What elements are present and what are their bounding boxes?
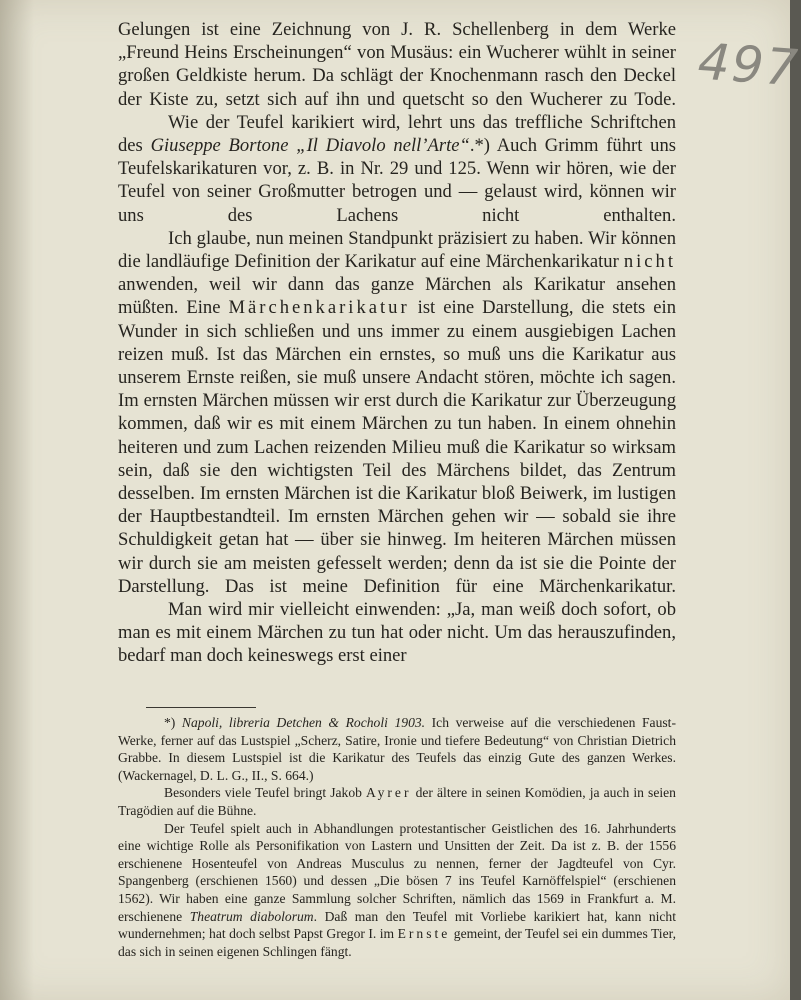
footnote-2: Besonders viele Teufel bringt Jakob Ayrer der ältere in seinen Komödien, ja auch in seien Tragödien auf die Bühne. (118, 785, 676, 818)
author-name: Giuseppe Bortone (150, 135, 289, 157)
main-text (118, 18, 676, 668)
handwritten-page-number: 497 (696, 32, 801, 98)
spaced-name: Ayrer (366, 785, 412, 801)
spaced-term: Märchenkarikatur (228, 297, 410, 319)
paragraph-2: Wie der Teufel karikiert wird, lehrt uns das treffliche Schriftchen des Giuseppe Bortone „Il Diavolo nell’Arte“.*) Auch Grimm führt uns Teufelskarikaturen vor, z. B. in Nr. 29 und 125. Wenn wir hören, wie der Teufel von seiner Großmutter betrogen und — gelaust wird, können wir uns des Lachens nicht enthalten. (118, 111, 676, 226)
footnote-1: *) Napoli, libreria Detchen & Rocholi 1903. Ich verweise auf die verschiedenen Faust-Werke, ferner auf das Lustspiel „Scherz, Satire, Ironie und tiefere Bedeutung“ von Christian Dietrich Grabbe. In diesem Lustspiel ist die Karikatur des Teufels das einzig Gute des ganzen Werkes. (Wackernagel, D. L. G., II., S. 664.) (118, 715, 676, 783)
work-title: Theatrum diabolorum (189, 908, 314, 924)
book-title: „Il Diavolo nell’Arte“ (296, 135, 470, 157)
paragraph-4: Man wird mir vielleicht einwenden: „Ja, man weiß doch sofort, ob man es mit einem Märchen zu tun hat oder nicht. Um das herauszufinden, bedarf man doch keineswegs erst einer (118, 599, 676, 667)
paragraph-3: Ich glaube, nun meinen Standpunkt präzisiert zu haben. Wir können die landläufige Definition der Karikatur auf eine Märchenkarikatur nicht anwenden, weil wir dann das ganze Märchen als Karikatur ansehen müßten. Eine Märchenkarikatur ist eine Darstellung, die stets ein Wunder in sich schließen und uns immer zu einem ausgiebigen Lachen reizen muß. Ist das Märchen ein ernstes, so muß uns die Karikatur aus unserem Ernste reißen, sie muß unsere Andacht stören, möchte ich sagen. Im ernsten Märchen müssen wir erst durch die Karikatur zur Überzeugung kommen, daß wir es mit einem Märchen zu tun haben. In einem ohnehin heiteren und zum Lachen reizenden Milieu muß die Karikatur so wirksam sein, daß sie den wichtigsten Teil des Märchens bildet, das Zentrum desselben. Im ernsten Märchen ist die Karikatur bloß Beiwerk, im lustigen der Hauptbestandteil. Im ernsten Märchen gehen wir — sobald sie ihre Schuldigkeit getan hat — über sie hinweg. Im heiteren Märchen müssen wir durch sie am meisten gefesselt werden; denn da ist sie die Pointe der Darstellung. Das ist meine Definition für eine Märchenkarikatur. (118, 227, 676, 597)
footnote-separator (146, 707, 256, 708)
footnotes (118, 714, 676, 960)
page-gutter-shadow (0, 0, 34, 1000)
footnote-3: Der Teufel spielt auch in Abhandlungen protestantischer Geistlichen des 16. Jahrhunderts eine wichtige Rolle als Personifikation von Lastern und Unsitten der Zeit. Da ist z. B. der 1556 erschienene Hosenteufel von Andreas Musculus zu nennen, ferner der Jagdteufel von Cyr. Spangenberg (erschienen 1560) und dessen „Die bösen 7 ins Teufel Karnöffelspiel“ (erschienen 1562). Wir haben eine ganze Sammlung solcher Schriften, nämlich das 1569 in Frankfurt a. M. erschienene Theatrum diabolorum. Daß man den Teufel mit Vorliebe karikiert hat, kann nicht wundernehmen; hat doch selbst Papst Gregor I. im Ernste gemeint, der Teufel sei ein dummes Tier, das sich in seinen eigenen Schlingen fängt. (118, 820, 676, 959)
spaced-word: Ernste (397, 926, 451, 942)
paragraph-1: Gelungen ist eine Zeichnung von J. R. Schellenberg in dem Werke „Freund Heins Erscheinungen“ von Musäus: ein Wucherer wühlt in seiner großen Geldkiste herum. Da schlägt der Knochenmann rasch den Deckel der Kiste zu, setzt sich auf ihn und quetscht so den Wucherer zu Tode. (118, 19, 676, 110)
footnote-source: Napoli, libreria Detchen & Rocholi 1903. (181, 715, 426, 730)
spaced-emphasis: nicht (623, 251, 676, 273)
